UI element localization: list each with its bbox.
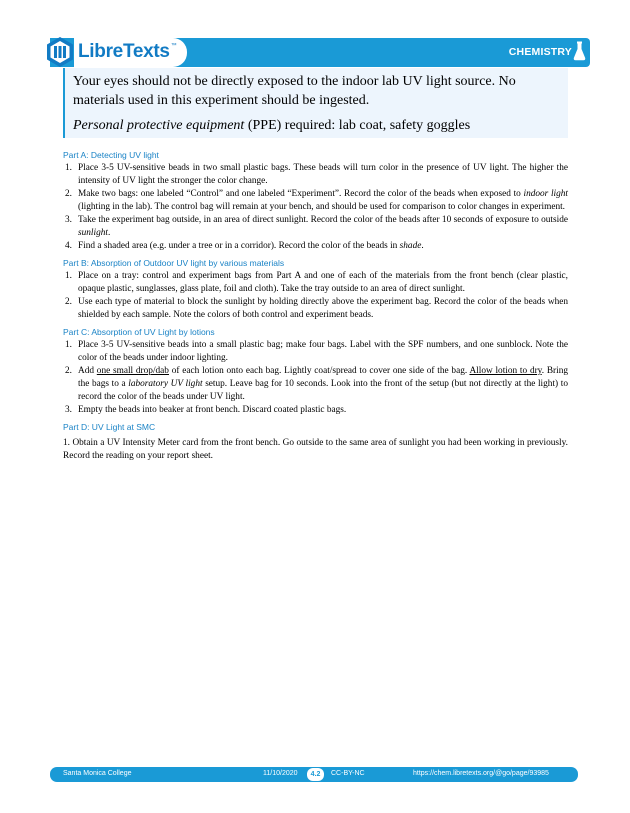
logo-wordmark <box>74 38 187 67</box>
ppe-detail: (PPE) required: lab coat, safety goggles <box>244 118 471 133</box>
logo-text: LibreTexts <box>78 41 170 62</box>
footer-institution: Santa Monica College <box>63 770 132 777</box>
part-c-title: Part C: Absorption of UV Light by lotions <box>63 327 215 337</box>
page-footer <box>50 767 578 782</box>
part-b-title: Part B: Absorption of Outdoor UV light by various materials <box>63 258 285 268</box>
safety-warning: Your eyes should not be directly exposed to the indoor lab UV light source. No materials used in this experiment should be ingested. <box>73 74 516 108</box>
part-d-text: 1. Obtain a UV Intensity Meter card from the front bench. Go outside to the same area of sunlight you had been working in previously. Record the reading on your report sheet. <box>63 438 568 461</box>
ppe-label: Personal protective equipment <box>73 118 245 133</box>
ppe-requirement <box>73 116 560 135</box>
list-item: 1. Place on a tray: control and experiment bags from Part A and one of each of the materials from the front bench (clear plastic, opaque plastic, sunglasses, glass plate, foil and cloth). Take the tray outside to an area of direct sunlight. <box>65 271 568 294</box>
part-d-title: Part D: UV Light at SMC <box>63 422 156 432</box>
subject-label: CHEMISTRY <box>508 46 572 58</box>
part-a-title: Part A: Detecting UV light <box>63 150 159 160</box>
list-item: 4. Find a shaded area (e.g. under a tree or in a corridor). Record the color of the beads in shade. <box>65 241 424 251</box>
list-item: 3. Empty the beads into beaker at front bench. Discard coated plastic bags. <box>65 405 347 415</box>
list-item: 2. Make two bags: one labeled “Control” and one labeled “Experiment”. Record the color of the beads when exposed to indoor light (lighting in the lab). The control bag will remain at your bench, and should be used for comparison to color changes in experiment. <box>65 189 568 212</box>
libretexts-logo-icon <box>44 36 76 68</box>
footer-date: 11/10/2020 <box>263 770 298 777</box>
list-item: 3. Take the experiment bag outside, in an area of direct sunlight. Record the color of the beads after 10 seconds of exposure to outside sunlight. <box>65 215 568 238</box>
list-item: 2. Add one small drop/dab of each lotion onto each bag. Lightly coat/spread to cover one side of the bag. Allow lotion to dry. Bring the bags to a laboratory UV light setup. Leave bag for 10 seconds. Look into the front of the setup (but not directly at the light) to record the color of the beads under UV light. <box>65 366 569 402</box>
footer-license: CC-BY-NC <box>331 770 365 777</box>
list-item: 1. Place 3-5 UV-sensitive beads into a small plastic bag; make four bags. Label with the SPF numbers, and one sunblock. Note the color of the beads under indoor lighting. <box>65 340 568 363</box>
page-number: 4.2 <box>307 768 324 781</box>
safety-callout <box>63 68 568 138</box>
list-item: 2. Use each type of material to block the sunlight by holding directly above the experiment bag. Record the color of the beads when shielded by each sample. Note the colors of both control and experiment beads. <box>65 297 568 320</box>
part-a-steps <box>63 162 568 253</box>
flask-icon <box>573 41 586 61</box>
part-b-steps <box>63 270 568 322</box>
footer-url[interactable]: https://chem.libretexts.org/@go/page/93985 <box>413 770 549 777</box>
logo-trademark: ™ <box>170 43 177 49</box>
part-c-steps <box>63 339 568 417</box>
libretexts-logo[interactable] <box>44 36 187 68</box>
list-item: 1. Place 3-5 UV-sensitive beads in two small plastic bags. These beads will turn color in the presence of UV light. The higher the intensity of UV light the stronger the color change. <box>65 163 568 186</box>
procedure-content <box>63 150 568 463</box>
